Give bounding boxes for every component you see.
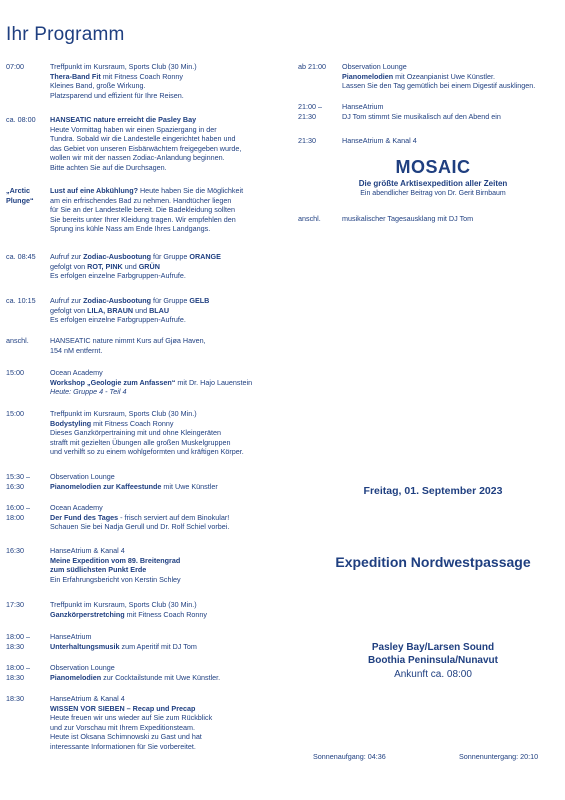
entry-line: Platzsparend und effizient für Ihre Reisen. — [50, 90, 184, 100]
entry-body — [342, 136, 562, 146]
entry-time: 21:00 – 21:30 — [298, 102, 322, 121]
entry-body — [50, 694, 298, 751]
sunrise-time: Sonnenaufgang: 04:36 — [313, 752, 386, 761]
entry-time: 18:00 – 18:30 — [6, 632, 30, 651]
entry-body — [50, 503, 298, 532]
entry-line: Ocean Academy — [50, 503, 103, 512]
entry-time: 21:30 — [298, 136, 316, 145]
entry-line: Observation Lounge — [342, 62, 407, 71]
entry-body — [50, 368, 298, 397]
entry-line: strafft mit gezielten Übungen alle großen Muskelgruppen — [50, 437, 231, 447]
entry-line: Schauen Sie bei Nadja Gerull und Dr. Rolf Schiel vorbei. — [50, 522, 230, 531]
entry-time: 16:30 — [6, 546, 24, 555]
entry-time: 15:00 — [6, 368, 24, 377]
entry-line: gefolgt von LILA, BRAUN und BLAU — [50, 305, 170, 315]
entry-body — [50, 336, 298, 355]
entry-line: Lust auf eine Abkühlung? Heute haben Sie die Möglichkeit — [50, 186, 244, 195]
entry-time: 07:00 — [6, 62, 24, 71]
entry-body — [50, 600, 298, 619]
entry-line: HanseAtrium & Kanal 4 — [50, 546, 125, 555]
entry-body — [50, 472, 298, 491]
entry-time: ab 21:00 — [298, 62, 326, 71]
entry-line: für Sie an der Landestelle bereit. Die Badekleidung sollten — [50, 205, 235, 214]
entry-line: Bodystyling mit Fitness Coach Ronny — [50, 418, 174, 428]
entry-line: das Gebiet von unseren Eisbärwächtern freigegeben wurde, — [50, 143, 242, 153]
location-line-2: Boothia Peninsula/Nunavut — [367, 655, 498, 666]
entry-time: ca. 10:15 — [6, 296, 36, 305]
entry-time: anschl. — [6, 336, 29, 345]
entry-time: 15:30 – 16:30 — [6, 472, 30, 491]
location-line-1: Pasley Bay/Larsen Sound — [371, 642, 495, 653]
entry-body — [50, 115, 298, 172]
entry-line: HanseAtrium & Kanal 4 — [50, 694, 125, 703]
entry-line: gefolgt von ROT, PINK und GRÜN — [50, 261, 160, 271]
entry-line: HanseAtrium — [342, 102, 384, 111]
entry-body — [342, 62, 562, 91]
entry-line: Treffpunkt im Kursraum, Sports Club (30 Min.) — [50, 600, 197, 609]
entry-line: Meine Expedition vom 89. Breitengrad — [50, 555, 181, 565]
entry-line: Der Fund des Tages - frisch serviert auf dem Binokular! — [50, 512, 230, 522]
entry-line: HanseAtrium & Kanal 4 — [342, 136, 417, 145]
entry-time: ca. 08:45 — [6, 252, 36, 261]
entry-line: am ein erfrischendes Bad zu nehmen. Handtücher liegen — [50, 195, 232, 205]
entry-body — [50, 409, 298, 457]
entry-line: Ganzkörperstretching mit Fitness Coach Ronny — [50, 609, 207, 619]
entry-line: Observation Lounge — [50, 472, 115, 481]
entry-body — [342, 214, 562, 224]
entry-line: Observation Lounge — [50, 663, 115, 672]
entry-line: musikalischer Tagesausklang mit DJ Tom — [342, 214, 474, 223]
entry-line: Dieses Ganzkörpertraining mit und ohne Kleingeräten — [50, 428, 222, 437]
entry-line: Lassen Sie den Tag gemütlich bei einem Digestif ausklingen. — [342, 81, 536, 90]
entry-body — [50, 296, 298, 325]
entry-line: Kleines Band, große Wirkung. — [50, 81, 146, 90]
entry-body — [50, 62, 298, 100]
entry-body — [342, 102, 562, 121]
entry-time: 15:00 — [6, 409, 24, 418]
entry-line: Sprung ins kühle Nass am Ende Ihres Landgangs. — [50, 224, 211, 233]
entry-line: interessante Informationen für Sie vorbereitet. — [50, 741, 196, 751]
entry-line: Heute freuen wir uns wieder auf Sie zum Rückblick — [50, 713, 213, 722]
entry-line: und zur Vorschau mit Ihrem Expeditionsteam. — [50, 722, 196, 732]
entry-line: DJ Tom stimmt Sie musikalisch auf den Abend ein — [342, 111, 501, 121]
entry-line: Heute: Gruppe 4 - Teil 4 — [50, 387, 127, 396]
entry-line: Aufruf zur Zodiac-Ausbootung für Gruppe GELB — [50, 296, 210, 305]
entry-line: wollen wir mit der nassen Zodiac-Anlandung beginnen. — [50, 153, 225, 162]
entry-line: Thera-Band Fit mit Fitness Coach Ronny — [50, 71, 184, 81]
entry-time: 18:30 — [6, 694, 24, 703]
entry-time: 17:30 — [6, 600, 24, 609]
entry-line: HanseAtrium — [50, 632, 92, 641]
date-heading: Freitag, 01. September 2023 — [363, 485, 503, 497]
entry-body — [50, 663, 298, 682]
entry-time: anschl. — [298, 214, 321, 223]
mosaic-subtitle: Die größte Arktisexpedition aller Zeiten — [358, 179, 508, 188]
entry-line: zum südlichsten Punkt Erde — [50, 565, 147, 574]
entry-line: Pianomelodien zur Kaffeestunde mit Uwe Künstler — [50, 481, 218, 491]
entry-time: ca. 08:00 — [6, 115, 36, 124]
entry-line: 154 nM entfernt. — [50, 345, 103, 355]
entry-body — [50, 252, 298, 281]
mosaic-block — [300, 156, 565, 198]
entry-line: HANSEATIC nature nimmt Kurs auf Gjøa Haven, — [50, 336, 206, 345]
mosaic-byline: Ein abendlicher Beitrag von Dr. Gerit Birnbaum — [360, 190, 506, 197]
entry-line: Heute ist Oksana Schimnowski zu Gast und hat — [50, 732, 202, 741]
entry-line: HANSEATIC nature erreicht die Pasley Bay — [50, 115, 197, 124]
entry-line: WISSEN VOR SIEBEN – Recap und Precap — [50, 703, 196, 713]
entry-line: Treffpunkt im Kursraum, Sports Club (30 Min.) — [50, 62, 197, 71]
entry-line: Es erfolgen einzelne Farbgruppen-Aufrufe. — [50, 271, 186, 280]
entry-line: Es erfolgen einzelne Farbgruppen-Aufrufe. — [50, 315, 186, 324]
entry-line: Unterhaltungsmusik zum Aperitif mit DJ Tom — [50, 641, 197, 651]
arctic-plunge-label: „Arctic Plunge“ — [6, 186, 34, 205]
entry-line: Pianomelodien zur Cocktailstunde mit Uwe Künstler. — [50, 672, 221, 682]
arrival-time: Ankunft ca. 08:00 — [394, 669, 472, 680]
entry-line: Tundra. Sobald wir die Landestelle eingerichtet haben und — [50, 134, 236, 143]
entry-body — [50, 632, 298, 651]
entry-body — [50, 546, 298, 584]
entry-line: Ein Erfahrungsbericht von Kerstin Schley — [50, 574, 181, 584]
page-title: Ihr Programm — [6, 24, 125, 45]
entry-line: Workshop „Geologie zum Anfassen“ mit Dr. Hajo Lauenstein — [50, 377, 253, 387]
entry-line: Pianomelodien mit Ozeanpianist Uwe Künstler. — [342, 71, 495, 81]
entry-time: 18:00 – 18:30 — [6, 663, 30, 682]
expedition-title: Expedition Nordwestpassage — [335, 554, 531, 570]
sunset-time: Sonnenuntergang: 20:10 — [459, 752, 539, 761]
entry-line: Sie bereits unter Ihrer Kleidung tragen. Wir empfehlen den — [50, 214, 236, 224]
entry-line: Treffpunkt im Kursraum, Sports Club (30 Min.) — [50, 409, 197, 418]
mosaic-title: MOSAIC — [395, 157, 471, 177]
entry-line: Aufruf zur Zodiac-Ausbootung für Gruppe ORANGE — [50, 252, 221, 261]
entry-time: 16:00 – 18:00 — [6, 503, 30, 522]
entry-body — [50, 186, 298, 234]
entry-line: Heute Vormittag haben wir einen Spaziergang in der — [50, 124, 217, 134]
entry-line: Ocean Academy — [50, 368, 103, 377]
entry-line: Bitte achten Sie auf die Durchsagen. — [50, 162, 167, 172]
entry-line: und verhilft so zu einem wohlgeformten und kräftigen Körper. — [50, 447, 244, 456]
